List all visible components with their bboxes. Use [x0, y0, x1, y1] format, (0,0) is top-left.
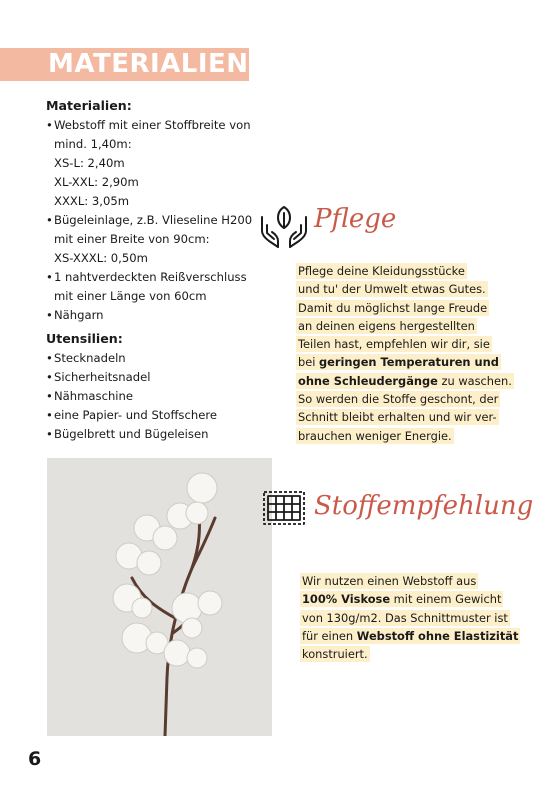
materials-heading: Materialien:	[46, 98, 132, 113]
list-item: • Stecknadeln	[46, 349, 261, 368]
list-item-continuation: mit einer Länge von 60cm	[54, 289, 207, 303]
text-line	[296, 390, 526, 408]
utensils-heading: Utensilien:	[46, 331, 123, 346]
text-line	[300, 645, 530, 663]
list-item: • Nähmaschine	[46, 387, 261, 406]
bold-text: 100% Viskose	[302, 592, 391, 607]
page-number: 6	[28, 748, 42, 770]
text-segment: Schnitt bleibt erhalten und wir ver-	[298, 410, 497, 425]
materials-column	[46, 96, 261, 444]
text-line	[300, 609, 530, 627]
fabric-text	[300, 572, 530, 663]
text-line	[296, 372, 526, 390]
text-segment: an deinen eigens hergestellten	[298, 318, 475, 333]
cotton-branch-photo	[47, 458, 272, 736]
list-item-continuation: XS-L: 2,40m	[54, 156, 125, 170]
text-segment: konstruiert.	[302, 647, 368, 662]
list-item: • Bügeleinlage, z.B. Vlieseline H200	[46, 211, 261, 230]
fabric-mesh-icon	[258, 486, 310, 530]
text-segment: mit einem Gewicht	[390, 592, 502, 607]
text-segment: brauchen weniger Energie.	[298, 428, 452, 443]
text-segment: Pflege deine Kleidungsstücke	[298, 264, 465, 278]
text-line	[300, 572, 530, 590]
text-line	[296, 335, 526, 353]
text-line	[296, 427, 526, 445]
text-segment: für einen	[302, 628, 357, 643]
care-text	[296, 262, 526, 445]
bold-text: Webstoff ohne Elastizität	[356, 628, 519, 643]
text-line	[296, 262, 526, 280]
text-line	[300, 627, 530, 645]
list-item-continuation: mind. 1,40m:	[54, 137, 132, 151]
care-title: Pflege	[314, 204, 397, 234]
text-segment: Wir nutzen einen Webstoff aus	[302, 574, 477, 588]
list-item-continuation: XXXL: 3,05m	[54, 194, 129, 208]
bold-text: ohne Schleudergänge	[298, 373, 438, 388]
text-line	[296, 317, 526, 335]
bold-text: geringen Temperaturen und	[319, 355, 499, 370]
list-item: • Sicherheitsnadel	[46, 368, 261, 387]
list-item: • Nähgarn	[46, 306, 261, 325]
text-segment: bei	[298, 355, 320, 370]
fabric-title: Stoffempfehlung	[314, 491, 534, 521]
list-item-continuation: XL-XXL: 2,90m	[54, 175, 139, 189]
text-segment: Teilen hast, empfehlen wir dir, sie	[298, 337, 490, 352]
text-segment: So werden die Stoffe geschont, der	[298, 392, 499, 407]
text-line	[296, 408, 526, 426]
text-line	[296, 353, 526, 371]
utensils-list	[46, 349, 261, 444]
list-item: • 1 nahtverdeckten Reißverschluss	[46, 268, 261, 287]
list-item: • Bügelbrett und Bügeleisen	[46, 425, 261, 444]
text-segment: Damit du möglichst lange Freude	[298, 300, 488, 315]
text-line	[296, 299, 526, 317]
text-line	[300, 590, 530, 608]
materials-list	[46, 116, 261, 325]
list-item: • Webstoff mit einer Stoffbreite von	[46, 116, 261, 135]
text-segment: zu waschen.	[437, 373, 512, 388]
text-segment: und tu' der Umwelt etwas Gutes.	[298, 282, 486, 297]
list-item-continuation: mit einer Breite von 90cm:	[54, 232, 210, 246]
text-line	[296, 280, 526, 298]
text-segment: von 130g/m2. Das Schnittmuster ist	[302, 610, 508, 625]
care-hands-leaf-icon	[258, 203, 310, 249]
list-item-continuation: XS-XXXL: 0,50m	[54, 251, 148, 265]
page-title: MATERIALIEN	[48, 49, 249, 79]
list-item: • eine Papier- und Stoffschere	[46, 406, 261, 425]
